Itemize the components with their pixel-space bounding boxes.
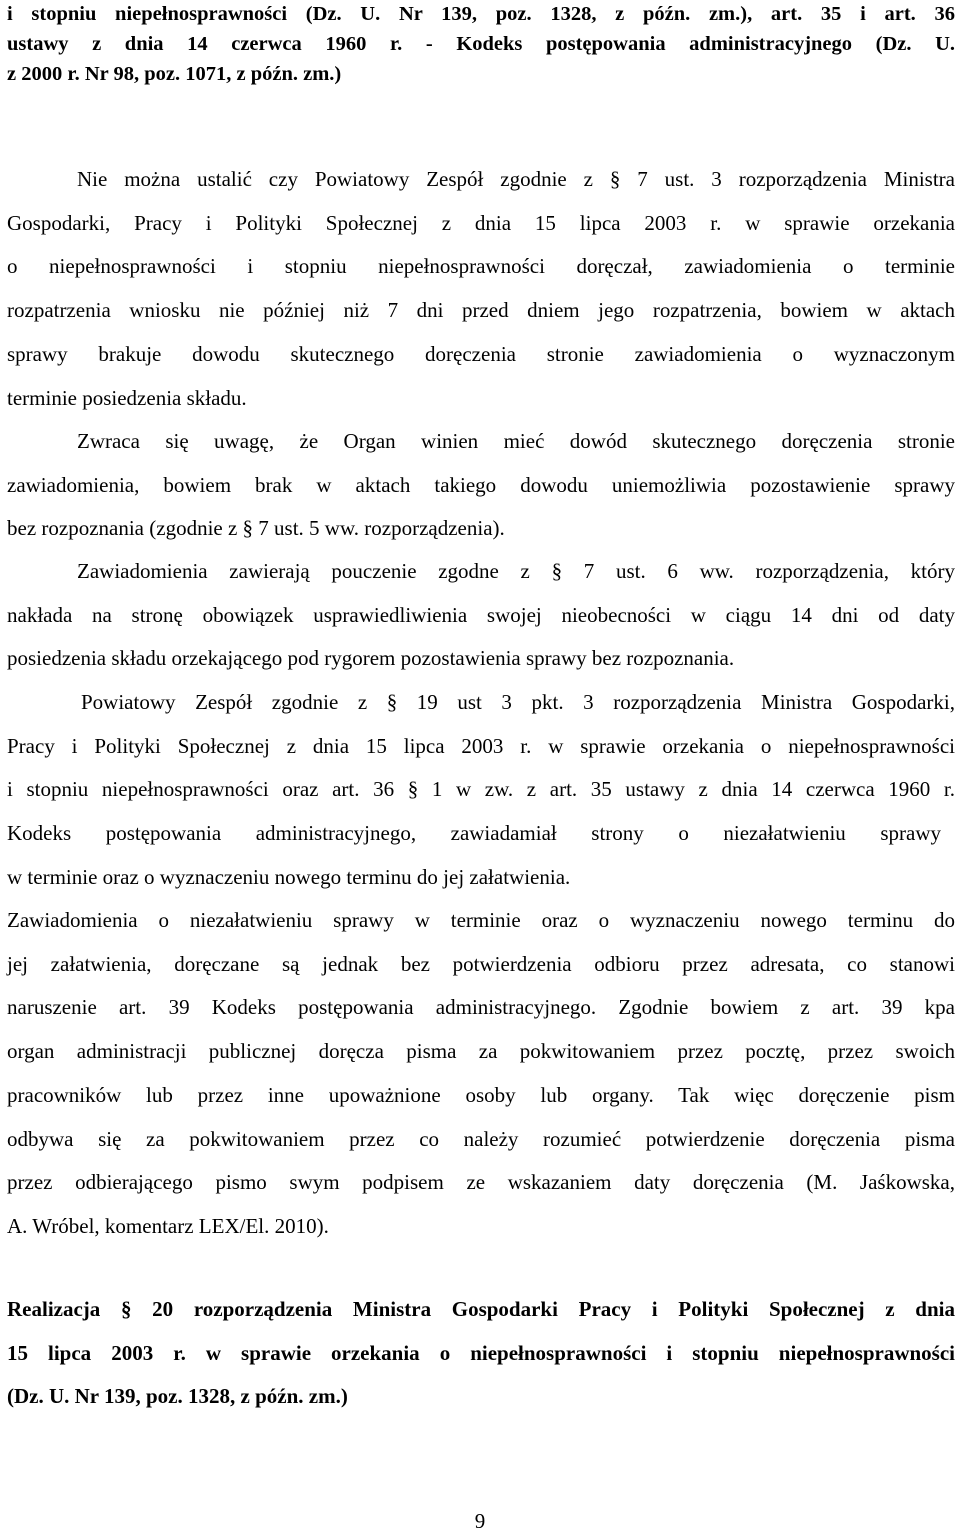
- text-line: o niepełnosprawności i stopniu niepełnosprawności doręczał, zawiadomienia o terminie: [7, 254, 955, 279]
- paragraph-2: [7, 420, 955, 551]
- text-line: A. Wróbel, komentarz LEX/El. 2010).: [7, 1213, 329, 1238]
- text-line: rozpatrzenia wniosku nie później niż 7 dni przed dniem jego rozpatrzenia, bowiem w aktach: [7, 298, 955, 323]
- paragraph-5: [7, 899, 955, 1249]
- text-line: zawiadomienia, bowiem brak w aktach takiego dowodu uniemożliwia pozostawienie sprawy: [7, 472, 955, 497]
- text-line: bez rozpoznania (zgodnie z § 7 ust. 5 ww. rozporządzenia).: [7, 516, 505, 541]
- paragraph-4: [7, 681, 955, 900]
- heading-line: 15 lipca 2003 r. w sprawie orzekania o niepełnosprawności i stopniu niepełnosprawności: [7, 1340, 955, 1365]
- text-line: Nie można ustalić czy Powiatowy Zespół zgodnie z § 7 ust. 3 rozporządzenia Ministra: [77, 167, 955, 191]
- text-line: Pracy i Polityki Społecznej z dnia 15 lipca 2003 r. w sprawie orzekania o niepełnosprawności: [7, 733, 955, 758]
- paragraph-3: [7, 550, 955, 681]
- text-line: terminie posiedzenia składu.: [7, 385, 247, 410]
- top-bold-block: [7, 0, 955, 89]
- text-line: naruszenie art. 39 Kodeks postępowania administracyjnego. Zgodnie bowiem z art. 39 kpa: [7, 995, 955, 1020]
- text-line: odbywa się za pokwitowaniem przez co należy rozumieć potwierdzenie doręczenia pisma: [7, 1126, 955, 1151]
- text-line: przez odbierającego pismo swym podpisem ze wskazaniem daty doręczenia (M. Jaśkowska,: [7, 1170, 955, 1195]
- text-line: sprawy brakuje dowodu skutecznego doręczenia stronie zawiadomienia o wyznaczonym: [7, 341, 955, 366]
- heading-line: Realizacja § 20 rozporządzenia Ministra Gospodarki Pracy i Polityki Społecznej z dnia: [7, 1297, 955, 1321]
- text-line: posiedzenia składu orzekającego pod rygorem pozostawienia sprawy bez rozpoznania.: [7, 646, 735, 671]
- text-line: i stopniu niepełnosprawności oraz art. 36 § 1 w zw. z art. 35 ustawy z dnia 14 czerwca 1960 r.: [7, 777, 955, 802]
- page-number: 9: [474, 1509, 486, 1533]
- text-line: ustawy z dnia 14 czerwca 1960 r. - Kodeks postępowania administracyjnego (Dz. U.: [7, 33, 955, 55]
- text-line: z 2000 r. Nr 98, poz. 1071, z późn. zm.): [7, 63, 342, 85]
- text-line: Gospodarki, Pracy i Polityki Społecznej z dnia 15 lipca 2003 r. w sprawie orzekania: [7, 210, 955, 235]
- text-line: Zawiadomienia o niezałatwieniu sprawy w terminie oraz o wyznaczeniu nowego terminu do: [7, 908, 955, 932]
- section-heading: [7, 1288, 955, 1419]
- heading-line: (Dz. U. Nr 139, poz. 1328, z późn. zm.): [7, 1384, 348, 1408]
- text-line: Zawiadomienia zawierają pouczenie zgodne z § 7 ust. 6 ww. rozporządzenia, który: [77, 559, 955, 583]
- text-line: jej załatwienia, doręczane są jednak bez potwierdzenia odbioru przez adresata, co stanowi: [7, 951, 955, 976]
- text-line: i stopniu niepełnosprawności (Dz. U. Nr 139, poz. 1328, z późn. zm.), art. 35 i art. 36: [7, 3, 955, 25]
- text-line: Kodeks postępowania administracyjnego, zawiadamiał strony o niezałatwieniu sprawy: [7, 821, 941, 846]
- text-line: nakłada na stronę obowiązek usprawiedliwienia swojej nieobecności w ciągu 14 dni od daty: [7, 602, 955, 627]
- text-line: Powiatowy Zespół zgodnie z § 19 ust 3 pkt. 3 rozporządzenia Ministra Gospodarki,: [81, 690, 955, 714]
- text-line: pracowników lub przez inne upoważnione osoby lub organy. Tak więc doręczenie pism: [7, 1082, 955, 1107]
- text-line: organ administracji publicznej doręcza pisma za pokwitowaniem przez pocztę, przez swoich: [7, 1039, 955, 1064]
- text-line: Zwraca się uwagę, że Organ winien mieć dowód skutecznego doręczenia stronie: [77, 429, 955, 453]
- paragraph-1: [7, 158, 955, 420]
- document-page: [7, 0, 955, 1533]
- text-line: w terminie oraz o wyznaczeniu nowego terminu do jej załatwienia.: [7, 864, 571, 889]
